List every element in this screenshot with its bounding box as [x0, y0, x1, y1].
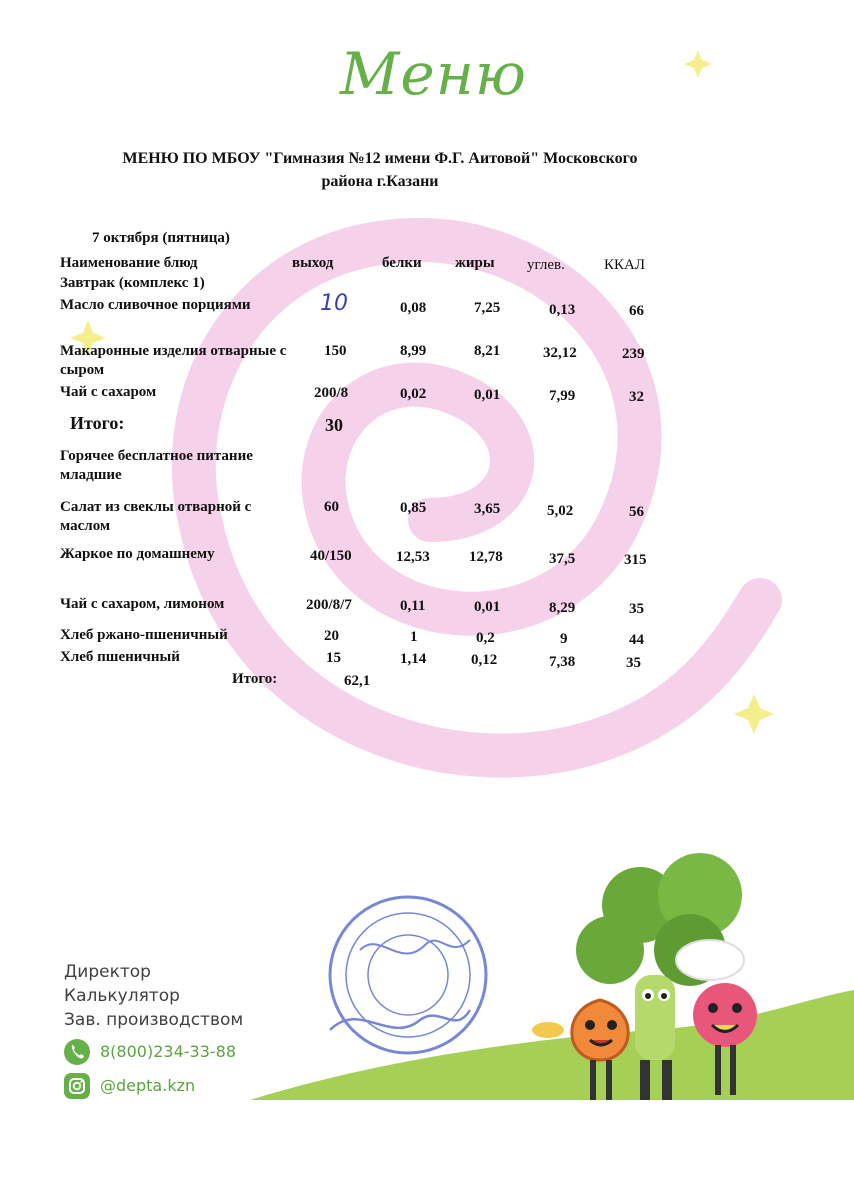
footer-director: Директор: [64, 962, 151, 982]
section-breakfast: Завтрак (комплекс 1): [60, 275, 205, 291]
dish-fat: 0,12: [471, 652, 498, 668]
dish-protein: 0,11: [400, 598, 426, 614]
dish-name: Жаркое по домашнему: [60, 546, 215, 562]
dish-output-handwritten: 10: [320, 291, 348, 316]
sparkle-icon: [734, 694, 774, 734]
dish-carbs: 9: [560, 631, 568, 647]
page-title: Меню: [340, 40, 527, 108]
dish-fat: 0,01: [474, 599, 501, 615]
dish-protein: 1,14: [400, 651, 427, 667]
col-name: Наименование блюд: [60, 255, 198, 271]
menu-date: 7 октября (пятница): [92, 230, 230, 246]
dish-output: 200/8/7: [306, 597, 352, 613]
dish-name: Хлеб пшеничный: [60, 649, 180, 665]
dish-protein: 1: [410, 629, 418, 645]
official-stamp: [330, 897, 486, 1053]
phone-link[interactable]: 8(800)234-33-88: [100, 1042, 237, 1061]
green-ground: [250, 990, 854, 1100]
dish-name: Хлеб ржано-пшеничный: [60, 627, 228, 643]
section-lunch: Горячее бесплатное питание младшие: [60, 448, 253, 483]
dish-kcal: 239: [622, 346, 645, 362]
dish-output: 200/8: [314, 385, 349, 401]
dish-name: Чай с сахаром: [60, 384, 157, 400]
sparkle-icon: [684, 50, 712, 78]
dish-protein: 0,08: [400, 300, 427, 316]
dish-fat: 7,25: [474, 300, 501, 316]
dish-carbs: 5,02: [547, 503, 574, 519]
instagram-link[interactable]: @depta.kzn: [100, 1076, 196, 1095]
dish-carbs: 7,38: [549, 654, 576, 670]
dish-output: 20: [324, 628, 339, 644]
footer-calculator: Калькулятор: [64, 986, 180, 1006]
dish-output: 15: [326, 650, 341, 666]
phone-icon: [64, 1039, 90, 1065]
dish-fat: 8,21: [474, 343, 501, 359]
dish-fat: 12,78: [469, 549, 503, 565]
dish-protein: 0,85: [400, 500, 427, 516]
total-breakfast-label: Итого:: [70, 413, 125, 433]
dish-carbs: 37,5: [549, 551, 576, 567]
total-lunch-value: 62,1: [344, 673, 371, 689]
dish-output: 150: [324, 343, 347, 359]
total-breakfast-value: 30: [325, 415, 343, 435]
dish-carbs: 7,99: [549, 388, 576, 404]
dish-fat: 3,65: [474, 501, 501, 517]
dish-output: 40/150: [310, 548, 352, 564]
col-protein: белки: [382, 255, 422, 271]
dish-name: Салат из свеклы отварной с маслом: [60, 499, 252, 534]
col-output: выход: [292, 255, 334, 271]
heading-line-1: МЕНЮ ПО МБОУ "Гимназия №12 имени Ф.Г. Аитовой" Московского: [122, 150, 638, 167]
col-kcal: ККАЛ: [604, 257, 646, 273]
dish-carbs: 32,12: [543, 345, 577, 361]
instagram-icon: [64, 1073, 90, 1099]
footer-production: Зав. производством: [64, 1010, 244, 1030]
dish-kcal: 315: [624, 552, 647, 568]
dish-protein: 8,99: [400, 343, 427, 359]
dish-fat: 0,2: [476, 630, 495, 646]
dish-kcal: 32: [629, 389, 644, 405]
dish-kcal: 35: [626, 655, 641, 671]
col-carbs: углев.: [527, 257, 565, 273]
document-heading: [60, 147, 700, 193]
dish-kcal: 35: [629, 601, 644, 617]
dish-carbs: 8,29: [549, 600, 576, 616]
dish-name: Макаронные изделия отварные с сыром: [60, 343, 287, 378]
dish-name: Чай с сахаром, лимоном: [60, 596, 225, 612]
dish-kcal: 66: [629, 303, 644, 319]
dish-kcal: 44: [629, 632, 644, 648]
dish-protein: 12,53: [396, 549, 430, 565]
dish-output: 60: [324, 499, 339, 515]
col-fat: жиры: [455, 255, 495, 271]
dish-protein: 0,02: [400, 386, 427, 402]
dish-kcal: 56: [629, 504, 644, 520]
dish-name: Масло сливочное порциями: [60, 297, 251, 313]
total-lunch-label: Итого:: [232, 671, 278, 687]
dish-fat: 0,01: [474, 387, 501, 403]
dish-carbs: 0,13: [549, 302, 576, 318]
heading-line-2: района г.Казани: [321, 173, 439, 190]
